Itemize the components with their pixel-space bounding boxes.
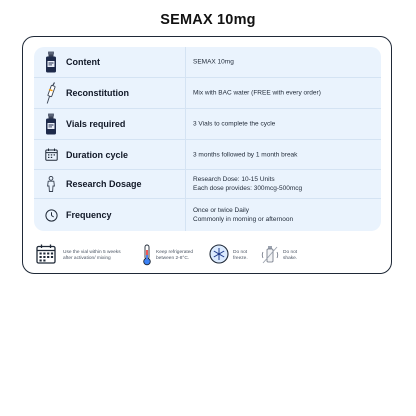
footer-text-line: Do not: [283, 250, 298, 255]
vial-icon: [43, 112, 59, 136]
table-row-content: [34, 47, 381, 78]
footer-item-no-shake: [260, 241, 308, 271]
table-row-research-dosage: [34, 170, 381, 199]
storage-instructions: [34, 241, 384, 271]
footer-text-line: freeze.: [233, 256, 248, 261]
no-shake-icon: [260, 244, 280, 266]
dosage-line: Each dose provides: 300mcg-500mcg: [193, 185, 303, 192]
calendar-icon: [43, 143, 59, 167]
row-value: [193, 206, 293, 224]
frequency-line: Once or twice Daily: [193, 207, 249, 214]
footer-text-line: shake.: [283, 256, 298, 261]
person-icon: [43, 172, 59, 196]
footer-text: [156, 250, 193, 262]
footer-text-line: after activation/ mixing: [63, 256, 111, 261]
footer-item-refrigerate: [141, 241, 209, 271]
row-value: 3 Vials to complete the cycle: [193, 120, 276, 128]
row-label: Content: [66, 57, 100, 67]
footer-item-use-within: [36, 241, 136, 271]
clock-icon: [43, 203, 59, 227]
footer-text-line: Use the vial within 5 weeks: [63, 250, 121, 255]
row-value: Mix with BAC water (FREE with every order): [193, 89, 321, 97]
page-title: SEMAX 10mg: [160, 12, 256, 28]
row-value: [193, 175, 302, 193]
vial-icon: [43, 50, 59, 74]
footer-text-line: Do not: [233, 250, 248, 255]
footer-item-no-freeze: [209, 241, 259, 271]
dosage-line: Research Dose: 10-15 Units: [193, 176, 275, 183]
footer-text-line: Keep refrigerated: [156, 250, 194, 255]
calendar-grid-icon: [36, 244, 56, 266]
table-row-reconstitution: [34, 78, 381, 109]
row-label: Duration cycle: [66, 149, 129, 160]
row-value: 3 months followed by 1 month break: [193, 151, 298, 158]
table-row-vials-required: [34, 109, 381, 140]
frequency-line: Commonly in morning or afternoon: [193, 216, 294, 223]
table-row-frequency: [34, 199, 381, 231]
info-card: [22, 36, 392, 274]
row-value: SEMAX 10mg: [193, 58, 234, 66]
table-row-duration-cycle: [34, 140, 381, 170]
snowflake-icon: [209, 244, 229, 266]
row-label: Reconstitution: [66, 88, 129, 98]
row-label: Vials required: [66, 119, 126, 129]
footer-text: [233, 250, 248, 262]
footer-text: [63, 250, 121, 262]
thermometer-icon: [141, 244, 153, 266]
info-table: [34, 47, 381, 231]
footer-text-line: between 2-8°C.: [156, 256, 190, 261]
row-label: Research Dosage: [66, 179, 142, 189]
footer-text: [283, 250, 297, 262]
row-label: Frequency: [66, 210, 112, 220]
syringe-icon: [43, 81, 59, 105]
